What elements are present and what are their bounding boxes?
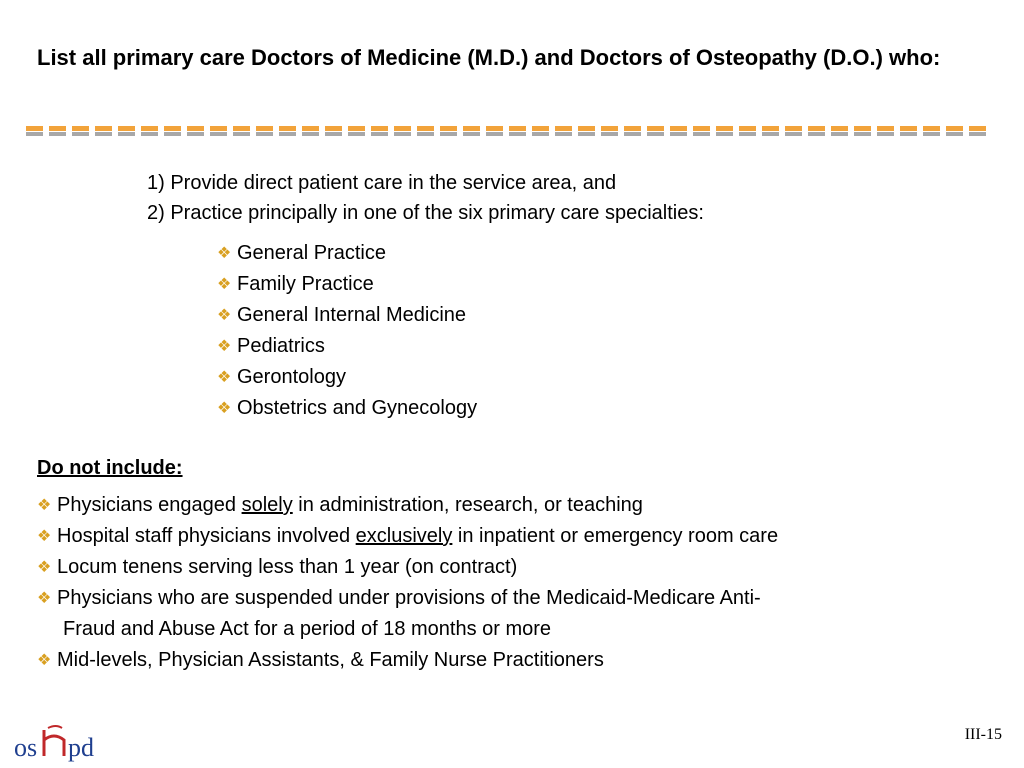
specialty-item: ❖ General Practice (217, 238, 477, 269)
divider-dash (394, 126, 411, 138)
divider-dash (946, 126, 963, 138)
divider-dash (49, 126, 66, 138)
divider-dash (532, 126, 549, 138)
divider-dash (164, 126, 181, 138)
diamond-bullet-icon: ❖ (217, 400, 232, 417)
criteria-list (147, 168, 704, 228)
divider-dash (555, 126, 572, 138)
diamond-bullet-icon: ❖ (37, 528, 52, 545)
divider-dash (693, 126, 710, 138)
diamond-bullet-icon: ❖ (217, 307, 232, 324)
svg-text:pd: pd (68, 733, 94, 762)
divider-dash (371, 126, 388, 138)
exclusion-item: ❖ Hospital staff physicians involved exclusively in inpatient or emergency room care (37, 521, 1007, 552)
exclusion-list (37, 490, 1007, 676)
divider-dash (854, 126, 871, 138)
divider-dash (325, 126, 342, 138)
exclusion-item: ❖ Locum tenens serving less than 1 year (on contract) (37, 552, 1007, 583)
divider-dash (923, 126, 940, 138)
divider-dash (670, 126, 687, 138)
exclusion-item: ❖ Mid-levels, Physician Assistants, & Family Nurse Practitioners (37, 645, 1007, 676)
criterion-2: 2) Practice principally in one of the six primary care specialties: (147, 202, 704, 224)
divider-dash (187, 126, 204, 138)
divider-dash (877, 126, 894, 138)
divider-dash (417, 126, 434, 138)
svg-text:os: os (14, 733, 38, 762)
divider-dash (279, 126, 296, 138)
divider-dash (647, 126, 664, 138)
divider-bar (26, 126, 1000, 138)
specialty-list (217, 238, 477, 424)
diamond-bullet-icon: ❖ (37, 497, 52, 514)
divider-dash (601, 126, 618, 138)
oshpd-logo (14, 722, 110, 762)
specialty-item: ❖ Pediatrics (217, 331, 477, 362)
divider-dash (210, 126, 227, 138)
criterion-1: 1) Provide direct patient care in the service area, and (147, 172, 617, 194)
diamond-bullet-icon: ❖ (37, 652, 52, 669)
divider-dash (72, 126, 89, 138)
divider-dash (141, 126, 158, 138)
divider-dash (95, 126, 112, 138)
divider-dash (302, 126, 319, 138)
diamond-bullet-icon: ❖ (217, 338, 232, 355)
divider-dash (808, 126, 825, 138)
divider-dash (486, 126, 503, 138)
divider-dash (118, 126, 135, 138)
slide-title: List all primary care Doctors of Medicine (M.D.) and Doctors of Osteopathy (D.O.) who: (37, 45, 941, 70)
divider-dash (463, 126, 480, 138)
diamond-bullet-icon: ❖ (217, 245, 232, 262)
specialty-item: ❖ Family Practice (217, 269, 477, 300)
exclusion-item: ❖ Physicians engaged solely in administration, research, or teaching (37, 490, 1007, 521)
divider-dash (831, 126, 848, 138)
diamond-bullet-icon: ❖ (217, 276, 232, 293)
specialty-item: ❖ Obstetrics and Gynecology (217, 393, 477, 424)
exclusion-item-continuation: Fraud and Abuse Act for a period of 18 months or more (63, 618, 552, 640)
divider-dash (785, 126, 802, 138)
divider-dash (233, 126, 250, 138)
specialty-item: ❖ Gerontology (217, 362, 477, 393)
divider-dash (900, 126, 917, 138)
specialty-item: ❖ General Internal Medicine (217, 300, 477, 331)
exclusion-item: ❖ Physicians who are suspended under provisions of the Medicaid-Medicare Anti- (37, 583, 1007, 614)
divider-dash (256, 126, 273, 138)
diamond-bullet-icon: ❖ (217, 369, 232, 386)
divider-dash (348, 126, 365, 138)
divider-dash (509, 126, 526, 138)
page-number: III-15 (964, 726, 1002, 743)
divider-dash (578, 126, 595, 138)
divider-dash (739, 126, 756, 138)
divider-dash (26, 126, 43, 138)
divider-dash (969, 126, 986, 138)
divider-dash (624, 126, 641, 138)
divider-dash (440, 126, 457, 138)
diamond-bullet-icon: ❖ (37, 590, 52, 607)
exclusions-heading: Do not include: (37, 457, 183, 479)
divider-dash (716, 126, 733, 138)
diamond-bullet-icon: ❖ (37, 559, 52, 576)
divider-dash (762, 126, 779, 138)
